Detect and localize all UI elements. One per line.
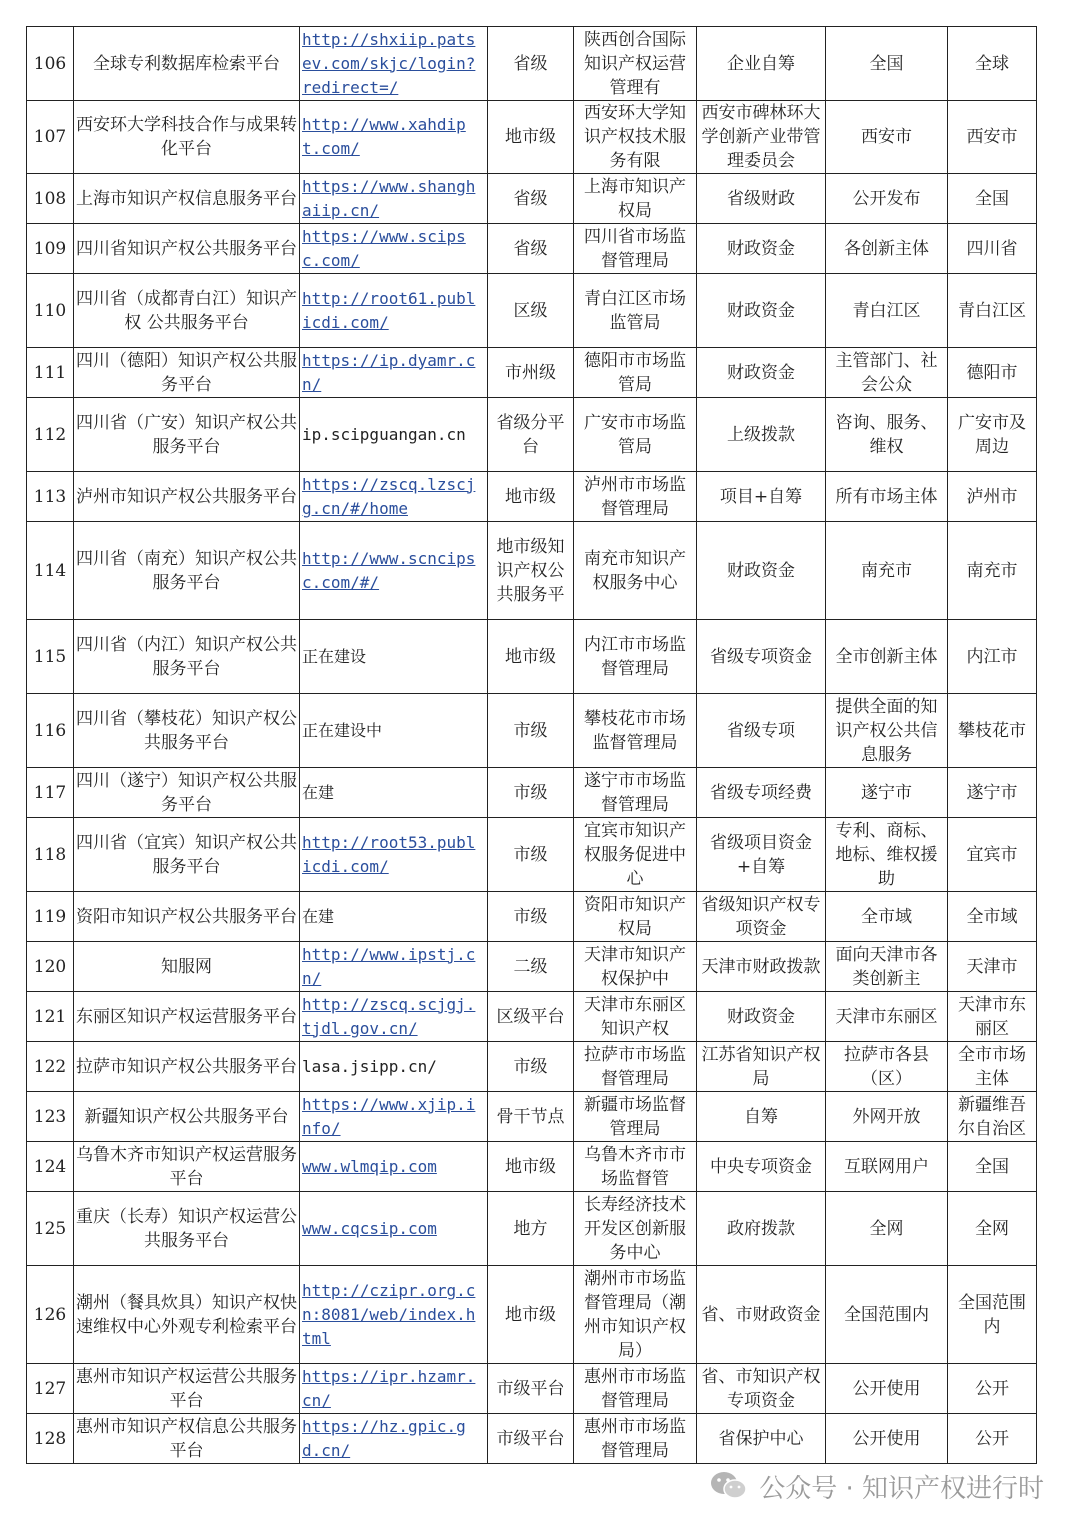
- table-row: [27, 892, 1037, 942]
- platform-url-text: 在建: [302, 906, 335, 926]
- platform-url-link[interactable]: http://www.ipstj.cn/: [302, 944, 476, 988]
- platform-url-cell[interactable]: [300, 27, 488, 101]
- platform-level-cell: 二级: [488, 942, 574, 992]
- table-row: [27, 27, 1037, 101]
- platform-url-text: 在建: [302, 782, 335, 802]
- service-scope-cell: 全市市场主体: [948, 1042, 1037, 1092]
- operating-org-cell: 宜宾市知识产权服务促进中心: [574, 818, 697, 892]
- table-row: [27, 942, 1037, 992]
- platform-level-cell: 地市级: [488, 472, 574, 522]
- table-row: [27, 768, 1037, 818]
- platform-level-cell: 市级: [488, 1042, 574, 1092]
- service-users-cell: 公开使用: [826, 1414, 948, 1464]
- funding-source-cell: 西安市碑林环大学创新产业带管理委员会: [697, 101, 826, 174]
- row-number-cell: 108: [27, 174, 74, 224]
- service-users-cell: 全国: [826, 27, 948, 101]
- platform-url-cell[interactable]: [300, 942, 488, 992]
- platform-name-cell: 西安环大学科技合作与成果转化平台: [74, 101, 300, 174]
- operating-org-cell: 天津市东丽区知识产权: [574, 992, 697, 1042]
- platform-name-cell: 四川省（宜宾）知识产权公共服务平台: [74, 818, 300, 892]
- funding-source-cell: 企业自筹: [697, 27, 826, 101]
- funding-source-cell: 江苏省知识产权局: [697, 1042, 826, 1092]
- platform-name-cell: 泸州市知识产权公共服务平台: [74, 472, 300, 522]
- funding-source-cell: 省级财政: [697, 174, 826, 224]
- platform-url-text: 正在建设中: [302, 720, 383, 740]
- operating-org-cell: 乌鲁木齐市市场监督管: [574, 1142, 697, 1192]
- platform-url-link[interactable]: https://zscq.lzscjg.cn/#/home: [302, 474, 476, 518]
- platform-url-cell[interactable]: [300, 1192, 488, 1266]
- platform-url-cell[interactable]: [300, 274, 488, 348]
- row-number-cell: 128: [27, 1414, 74, 1464]
- service-users-cell: 咨询、服务、维权: [826, 398, 948, 472]
- platform-url-link[interactable]: http://root61.publicdi.com/: [302, 288, 476, 332]
- platform-url-link[interactable]: www.wlmqip.com: [302, 1156, 437, 1176]
- platform-url-link[interactable]: https://hz.gpic.gd.cn/: [302, 1416, 466, 1460]
- platform-url-cell: [300, 620, 488, 694]
- service-scope-cell: 西安市: [948, 101, 1037, 174]
- table-row: [27, 1364, 1037, 1414]
- service-users-cell: 拉萨市各县（区）: [826, 1042, 948, 1092]
- funding-source-cell: 省级知识产权专项资金: [697, 892, 826, 942]
- platform-url-link[interactable]: http://shxiip.patsev.com/skjc/login?redirect=/: [302, 29, 476, 97]
- table-row: [27, 348, 1037, 398]
- footer-watermark: [709, 1466, 1044, 1506]
- platform-url-cell[interactable]: [300, 101, 488, 174]
- funding-source-cell: 财政资金: [697, 274, 826, 348]
- operating-org-cell: 广安市市场监管局: [574, 398, 697, 472]
- platform-url-cell[interactable]: [300, 224, 488, 274]
- operating-org-cell: 青白江区市场监管局: [574, 274, 697, 348]
- funding-source-cell: 省级专项: [697, 694, 826, 768]
- row-number-cell: 111: [27, 348, 74, 398]
- platform-level-cell: 省级分平台: [488, 398, 574, 472]
- service-users-cell: 全市域: [826, 892, 948, 942]
- platform-level-cell: 地市级: [488, 101, 574, 174]
- platform-url-link[interactable]: https://ipr.hzamr.cn/: [302, 1366, 476, 1410]
- funding-source-cell: 财政资金: [697, 224, 826, 274]
- platform-level-cell: 省级: [488, 224, 574, 274]
- funding-source-cell: 省级专项经费: [697, 768, 826, 818]
- table-row: [27, 1092, 1037, 1142]
- table-row: [27, 620, 1037, 694]
- platform-url-link[interactable]: http://czipr.org.cn:8081/web/index.html: [302, 1280, 476, 1348]
- row-number-cell: 125: [27, 1192, 74, 1266]
- row-number-cell: 124: [27, 1142, 74, 1192]
- operating-org-cell: 泸州市市场监督管理局: [574, 472, 697, 522]
- operating-org-cell: 惠州市市场监督管理局: [574, 1364, 697, 1414]
- service-scope-cell: 遂宁市: [948, 768, 1037, 818]
- funding-source-cell: 项目+自筹: [697, 472, 826, 522]
- platform-level-cell: 地市级知识产权公共服务平: [488, 522, 574, 620]
- platform-url-link[interactable]: http://zscq.scjgj.tjdl.gov.cn/: [302, 994, 476, 1038]
- row-number-cell: 109: [27, 224, 74, 274]
- platform-name-cell: 新疆知识产权公共服务平台: [74, 1092, 300, 1142]
- service-users-cell: 全国范围内: [826, 1266, 948, 1364]
- platform-name-cell: 四川省（内江）知识产权公共服务平台: [74, 620, 300, 694]
- row-number-cell: 112: [27, 398, 74, 472]
- service-users-cell: 所有市场主体: [826, 472, 948, 522]
- platform-level-cell: 骨干节点: [488, 1092, 574, 1142]
- service-scope-cell: 青白江区: [948, 274, 1037, 348]
- service-scope-cell: 广安市及周边: [948, 398, 1037, 472]
- platform-url-cell[interactable]: [300, 1266, 488, 1364]
- operating-org-cell: 遂宁市市场监督管理局: [574, 768, 697, 818]
- operating-org-cell: 德阳市市场监管局: [574, 348, 697, 398]
- row-number-cell: 117: [27, 768, 74, 818]
- service-users-cell: 提供全面的知识产权公共信息服务: [826, 694, 948, 768]
- footer-account-label: 公众号 · 知识产权进行时: [759, 1473, 1044, 1504]
- platform-level-cell: 区级: [488, 274, 574, 348]
- operating-org-cell: 惠州市市场监督管理局: [574, 1414, 697, 1464]
- row-number-cell: 113: [27, 472, 74, 522]
- operating-org-cell: 上海市知识产权局: [574, 174, 697, 224]
- platform-level-cell: 地方: [488, 1192, 574, 1266]
- funding-source-cell: 财政资金: [697, 522, 826, 620]
- platform-level-cell: 市级: [488, 818, 574, 892]
- service-scope-cell: 天津市: [948, 942, 1037, 992]
- funding-source-cell: 省、市财政资金: [697, 1266, 826, 1364]
- funding-source-cell: 省级项目资金+自筹: [697, 818, 826, 892]
- table-row: [27, 224, 1037, 274]
- platform-url-link[interactable]: www.cqcsip.com: [302, 1218, 437, 1238]
- platform-level-cell: 省级: [488, 27, 574, 101]
- platform-name-cell: 四川（德阳）知识产权公共服务平台: [74, 348, 300, 398]
- platform-url-link[interactable]: https://ip.dyamr.cn/: [302, 350, 476, 394]
- service-scope-cell: 公开: [948, 1364, 1037, 1414]
- platform-level-cell: 区级平台: [488, 992, 574, 1042]
- service-users-cell: 遂宁市: [826, 768, 948, 818]
- table-row: [27, 1414, 1037, 1464]
- service-scope-cell: 全国: [948, 174, 1037, 224]
- row-number-cell: 126: [27, 1266, 74, 1364]
- wechat-icon: [709, 1469, 749, 1503]
- funding-source-cell: 自筹: [697, 1092, 826, 1142]
- platform-name-cell: 四川省（南充）知识产权公共服务平台: [74, 522, 300, 620]
- platform-url-link[interactable]: https://www.scipsc.com/: [302, 226, 466, 270]
- row-number-cell: 106: [27, 27, 74, 101]
- platform-url-cell: [300, 892, 488, 942]
- table-row: [27, 694, 1037, 768]
- platform-url-cell[interactable]: [300, 1364, 488, 1414]
- platform-level-cell: 地市级: [488, 620, 574, 694]
- service-users-cell: 西安市: [826, 101, 948, 174]
- operating-org-cell: 潮州市市场监督管理局（潮州市知识产权局）: [574, 1266, 697, 1364]
- platform-name-cell: 全球专利数据库检索平台: [74, 27, 300, 101]
- operating-org-cell: 拉萨市市场监督管理局: [574, 1042, 697, 1092]
- platform-level-cell: 市级平台: [488, 1414, 574, 1464]
- platform-url-link[interactable]: http://root53.publicdi.com/: [302, 832, 476, 876]
- row-number-cell: 116: [27, 694, 74, 768]
- table-row: [27, 174, 1037, 224]
- platform-table: [26, 26, 1037, 1464]
- platform-url-link[interactable]: http://www.xahdipt.com/: [302, 115, 466, 158]
- funding-source-cell: 政府拨款: [697, 1192, 826, 1266]
- row-number-cell: 120: [27, 942, 74, 992]
- platform-name-cell: 惠州市知识产权运营公共服务平台: [74, 1364, 300, 1414]
- service-scope-cell: 天津市东丽区: [948, 992, 1037, 1042]
- operating-org-cell: 天津市知识产权保护中: [574, 942, 697, 992]
- service-scope-cell: 攀枝花市: [948, 694, 1037, 768]
- service-users-cell: 面向天津市各类创新主: [826, 942, 948, 992]
- platform-name-cell: 东丽区知识产权运营服务平台: [74, 992, 300, 1042]
- table-row: [27, 522, 1037, 620]
- operating-org-cell: 西安环大学知识产权技术服务有限: [574, 101, 697, 174]
- service-scope-cell: 公开: [948, 1414, 1037, 1464]
- funding-source-cell: 天津市财政拨款: [697, 942, 826, 992]
- service-scope-cell: 四川省: [948, 224, 1037, 274]
- table-row: [27, 101, 1037, 174]
- operating-org-cell: 南充市知识产权服务中心: [574, 522, 697, 620]
- table-row: [27, 992, 1037, 1042]
- platform-url-cell[interactable]: [300, 1414, 488, 1464]
- row-number-cell: 123: [27, 1092, 74, 1142]
- platform-level-cell: 市级: [488, 768, 574, 818]
- platform-url-cell: [300, 398, 488, 472]
- table-row: [27, 472, 1037, 522]
- operating-org-cell: 长寿经济技术开发区创新服务中心: [574, 1192, 697, 1266]
- platform-level-cell: 市级: [488, 892, 574, 942]
- platform-url-cell[interactable]: [300, 818, 488, 892]
- row-number-cell: 121: [27, 992, 74, 1042]
- platform-name-cell: 四川省（广安）知识产权公共服务平台: [74, 398, 300, 472]
- platform-url-cell[interactable]: [300, 1142, 488, 1192]
- service-users-cell: 青白江区: [826, 274, 948, 348]
- platform-url-cell: [300, 1042, 488, 1092]
- row-number-cell: 110: [27, 274, 74, 348]
- service-users-cell: 主管部门、社会公众: [826, 348, 948, 398]
- platform-url-cell[interactable]: [300, 522, 488, 620]
- platform-url-link[interactable]: https://www.xjip.info/: [302, 1094, 476, 1138]
- platform-url-text: 正在建设: [302, 646, 367, 666]
- service-scope-cell: 泸州市: [948, 472, 1037, 522]
- operating-org-cell: 资阳市知识产权局: [574, 892, 697, 942]
- service-users-cell: 南充市: [826, 522, 948, 620]
- funding-source-cell: 财政资金: [697, 992, 826, 1042]
- operating-org-cell: 陕西创合国际知识产权运营管理有: [574, 27, 697, 101]
- platform-name-cell: 四川（遂宁）知识产权公共服务平台: [74, 768, 300, 818]
- funding-source-cell: 上级拨款: [697, 398, 826, 472]
- table-row: [27, 1266, 1037, 1364]
- operating-org-cell: 四川省市场监督管理局: [574, 224, 697, 274]
- funding-source-cell: 省、市知识产权专项资金: [697, 1364, 826, 1414]
- funding-source-cell: 财政资金: [697, 348, 826, 398]
- platform-level-cell: 省级: [488, 174, 574, 224]
- platform-url-cell: [300, 768, 488, 818]
- service-scope-cell: 全国: [948, 1142, 1037, 1192]
- operating-org-cell: 新疆市场监督管理局: [574, 1092, 697, 1142]
- platform-name-cell: 四川省（成都青白江）知识产权 公共服务平台: [74, 274, 300, 348]
- platform-name-cell: 资阳市知识产权公共服务平台: [74, 892, 300, 942]
- service-scope-cell: 南充市: [948, 522, 1037, 620]
- platform-url-cell[interactable]: [300, 1092, 488, 1142]
- platform-name-cell: 潮州（餐具炊具）知识产权快速维权中心外观专利检索平台: [74, 1266, 300, 1364]
- platform-url-cell: [300, 694, 488, 768]
- platform-level-cell: 地市级: [488, 1266, 574, 1364]
- platform-url-text: lasa.jsipp.cn/: [302, 1056, 437, 1076]
- service-users-cell: 外网开放: [826, 1092, 948, 1142]
- platform-name-cell: 拉萨市知识产权公共服务平台: [74, 1042, 300, 1092]
- row-number-cell: 107: [27, 101, 74, 174]
- row-number-cell: 114: [27, 522, 74, 620]
- service-users-cell: 专利、商标、地标、维权援助: [826, 818, 948, 892]
- platform-url-cell[interactable]: [300, 472, 488, 522]
- table-row: [27, 818, 1037, 892]
- funding-source-cell: 省保护中心: [697, 1414, 826, 1464]
- platform-url-cell[interactable]: [300, 348, 488, 398]
- funding-source-cell: 省级专项资金: [697, 620, 826, 694]
- service-scope-cell: 全网: [948, 1192, 1037, 1266]
- platform-url-link[interactable]: https://www.shanghaiip.cn/: [302, 176, 476, 220]
- service-scope-cell: 全球: [948, 27, 1037, 101]
- row-number-cell: 115: [27, 620, 74, 694]
- platform-level-cell: 地市级: [488, 1142, 574, 1192]
- service-scope-cell: 内江市: [948, 620, 1037, 694]
- operating-org-cell: 内江市市场监督管理局: [574, 620, 697, 694]
- platform-name-cell: 乌鲁木齐市知识产权运营服务平台: [74, 1142, 300, 1192]
- operating-org-cell: 攀枝花市市场监督管理局: [574, 694, 697, 768]
- platform-name-cell: 惠州市知识产权信息公共服务平台: [74, 1414, 300, 1464]
- table-row: [27, 1192, 1037, 1266]
- platform-name-cell: 四川省（攀枝花）知识产权公共服务平台: [74, 694, 300, 768]
- service-users-cell: 天津市东丽区: [826, 992, 948, 1042]
- funding-source-cell: 中央专项资金: [697, 1142, 826, 1192]
- table-row: [27, 1042, 1037, 1092]
- row-number-cell: 119: [27, 892, 74, 942]
- service-users-cell: 公开使用: [826, 1364, 948, 1414]
- service-scope-cell: 全市域: [948, 892, 1037, 942]
- row-number-cell: 122: [27, 1042, 74, 1092]
- platform-url-cell[interactable]: [300, 174, 488, 224]
- service-users-cell: 公开发布: [826, 174, 948, 224]
- service-users-cell: 全市创新主体: [826, 620, 948, 694]
- service-scope-cell: 全国范围内: [948, 1266, 1037, 1364]
- service-users-cell: 全网: [826, 1192, 948, 1266]
- platform-name-cell: 四川省知识产权公共服务平台: [74, 224, 300, 274]
- table-row: [27, 1142, 1037, 1192]
- platform-level-cell: 市州级: [488, 348, 574, 398]
- row-number-cell: 127: [27, 1364, 74, 1414]
- platform-name-cell: 重庆（长寿）知识产权运营公共服务平台: [74, 1192, 300, 1266]
- platform-level-cell: 市级平台: [488, 1364, 574, 1414]
- service-scope-cell: 宜宾市: [948, 818, 1037, 892]
- platform-url-text: ip.scipguangan.cn: [302, 424, 466, 444]
- table-row: [27, 274, 1037, 348]
- service-scope-cell: 德阳市: [948, 348, 1037, 398]
- service-users-cell: 互联网用户: [826, 1142, 948, 1192]
- platform-url-cell[interactable]: [300, 992, 488, 1042]
- service-scope-cell: 新疆维吾尔自治区: [948, 1092, 1037, 1142]
- platform-name-cell: 上海市知识产权信息服务平台: [74, 174, 300, 224]
- platform-level-cell: 市级: [488, 694, 574, 768]
- service-users-cell: 各创新主体: [826, 224, 948, 274]
- row-number-cell: 118: [27, 818, 74, 892]
- table-row: [27, 398, 1037, 472]
- platform-url-link[interactable]: http://www.scncipsc.com/#/: [302, 548, 476, 592]
- platform-name-cell: 知服网: [74, 942, 300, 992]
